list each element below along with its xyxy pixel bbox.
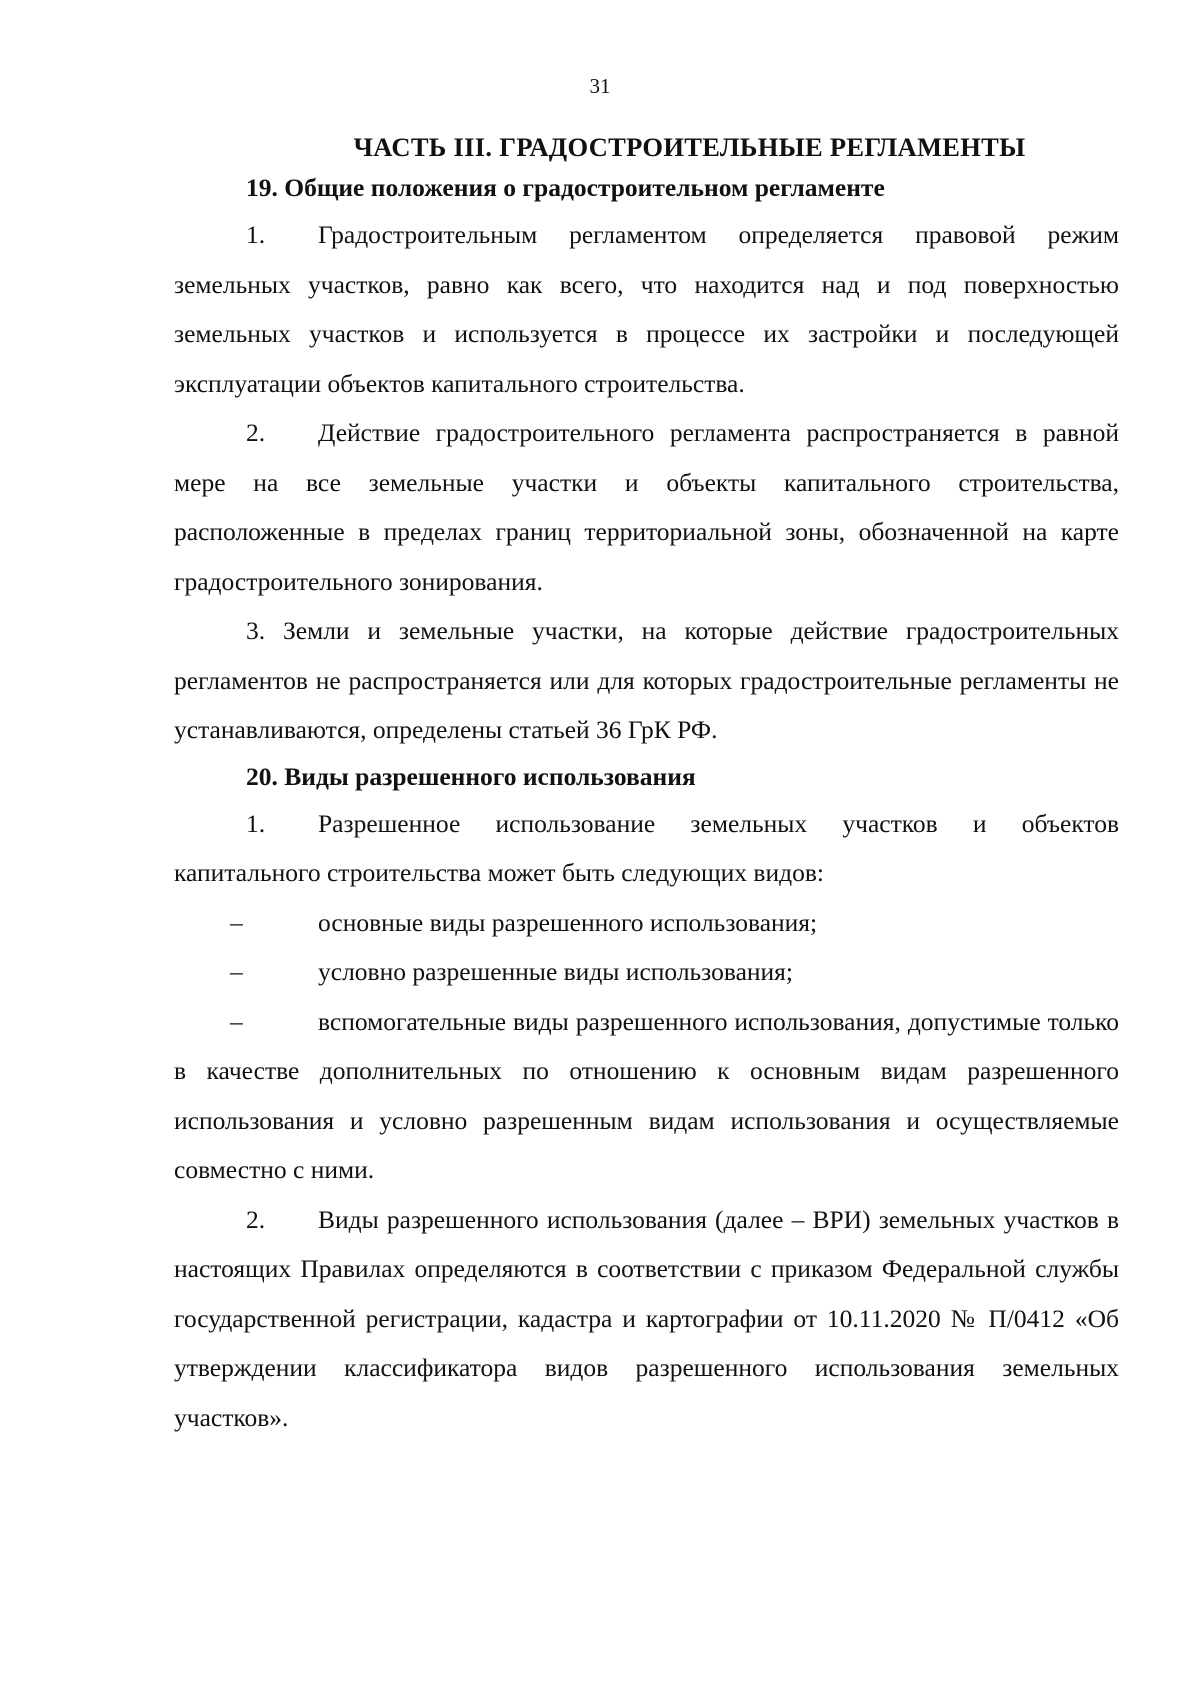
dash-marker: – — [230, 1006, 243, 1036]
paragraph-text: Разрешенное использование земельных участков и объектов капитального строительства может быть следующих видов: — [174, 808, 1119, 887]
section-19-paragraph-3: 3. Земли и земельные участки, на которые действие градостроительных регламентов не распространяется или для которых градостроительные регламенты не устанавливаются, определены статьей 36 ГрК РФ. — [174, 616, 1119, 744]
paragraph-number: 1. — [246, 220, 266, 249]
list-item-text: условно разрешенные виды использования; — [318, 957, 793, 986]
section-20-title: 20. Виды разрешенного использования — [246, 761, 696, 791]
list-item — [174, 947, 1119, 997]
paragraph-number: 2. — [246, 418, 266, 447]
paragraph-number: 1. — [246, 808, 266, 838]
list-item-text: вспомогательные виды разрешенного использования, допустимые только в качестве дополнительных по отношению к основным видам разрешенного использования и условно разрешенным видам использования и осуществляемые совместно с ними. — [174, 1006, 1119, 1184]
dash-marker: – — [230, 957, 243, 986]
paragraph-text: Действие градостроительного регламента распространяется в равной мере на все земельные участки и объекты капитального строительства, расположенные в пределах границ территориальной зоны, обозначенной на карте градостроительного зонирования. — [174, 418, 1119, 596]
dash-marker: – — [230, 907, 243, 937]
section-19-paragraph-2 — [174, 408, 1119, 606]
list-item-text: основные виды разрешенного использования; — [318, 907, 818, 937]
paragraph-text: Градостроительным регламентом определяется правовой режим земельных участков, равно как всего, что находится над и под поверхностью земельных участков и используется в процессе их застройки и последующей эксплуатации объектов капитального строительства. — [174, 220, 1119, 398]
section-19-title: 19. Общие положения о градостроительном регламенте — [246, 173, 885, 202]
list-item — [174, 898, 1119, 948]
paragraph-number: 2. — [246, 1204, 266, 1234]
part-title: ЧАСТЬ III. ГРАДОСТРОИТЕЛЬНЫЕ РЕГЛАМЕНТЫ — [353, 132, 1026, 162]
section-20-paragraph-1 — [174, 799, 1119, 898]
page-number: 31 — [589, 74, 611, 98]
section-20-paragraph-2 — [174, 1195, 1119, 1443]
paragraph-text: Виды разрешенного использования (далее – ВРИ) земельных участков в настоящих Правилах определяются в соответствии с приказом Федеральной службы государственной регистрации, кадастра и картографии от 10.11.2020 № П/0412 «Об утверждении классификатора видов разрешенного использования земельных участков». — [174, 1204, 1119, 1432]
document-body — [174, 124, 1119, 1442]
list-item — [174, 997, 1119, 1195]
section-19-paragraph-1 — [174, 210, 1119, 408]
